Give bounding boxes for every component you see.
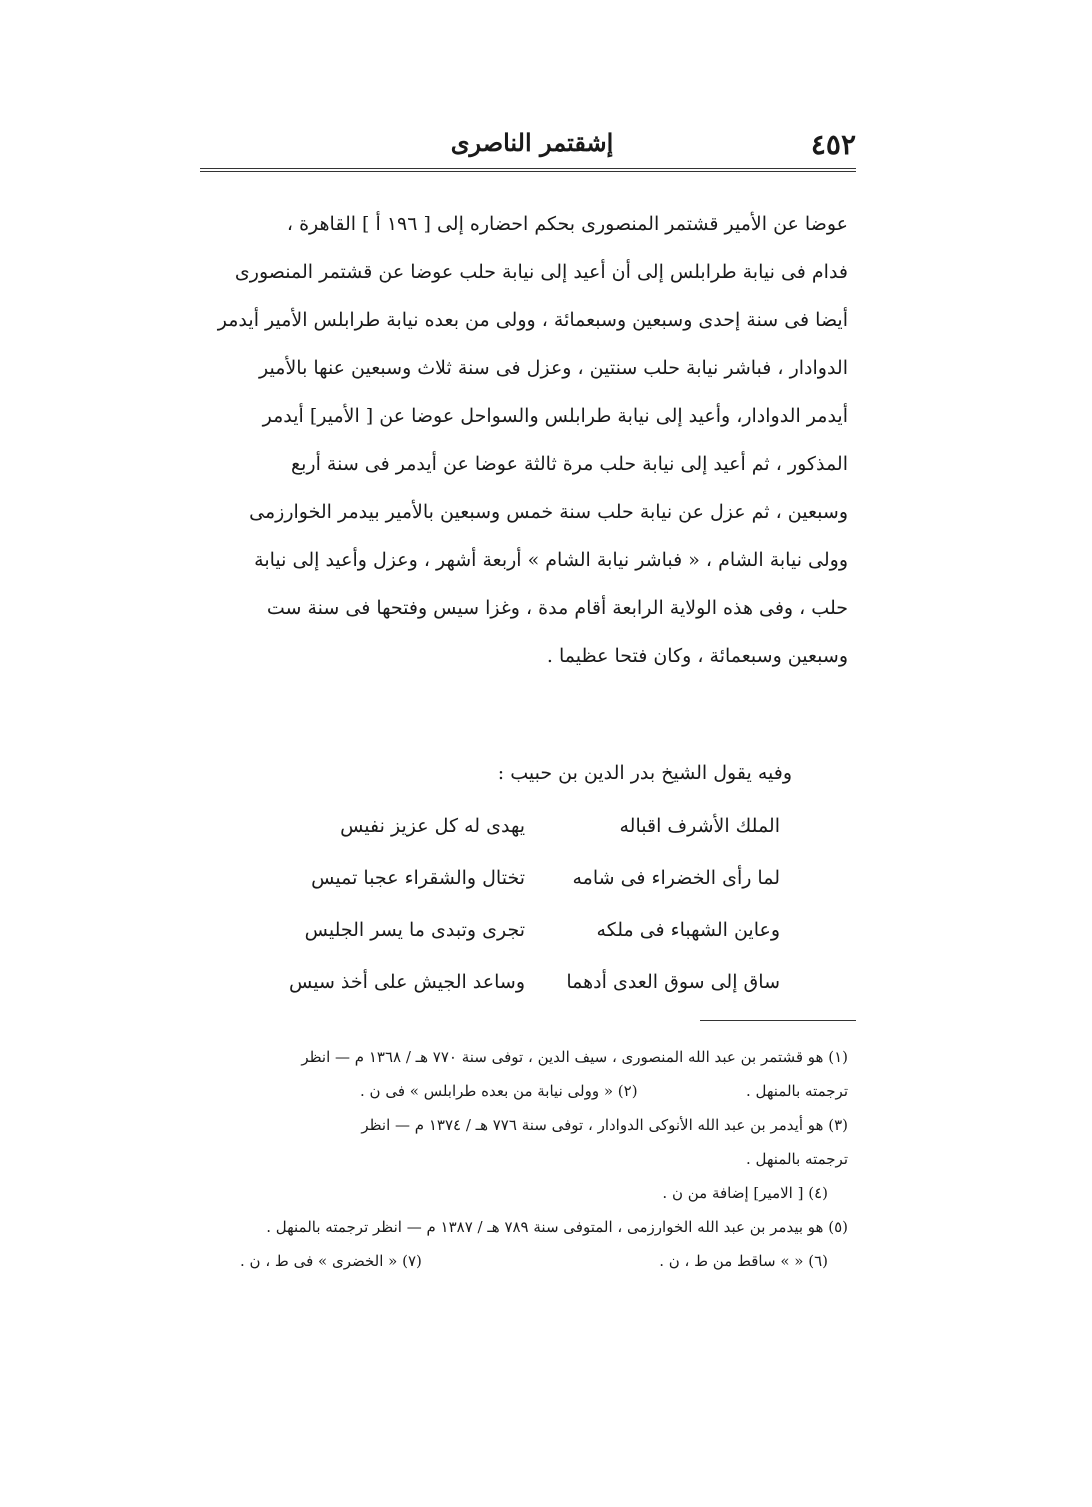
hemistich-first: لما رأى الخضراء فى شامه — [572, 867, 780, 889]
footnote-3-continuation: ترجمته بالمنهل . — [745, 1150, 848, 1168]
text-line: أيضا فى سنة إحدى وسبعين وسبعمائة ، وولى من بعده نيابة طرابلس الأمير أيدمر — [217, 309, 848, 331]
footnote-2: (٢) « وولى نيابة من بعده طرابلس » فى ن . — [360, 1082, 638, 1100]
page-number: ٤٥٢ — [810, 128, 856, 161]
text-line: المذكور ، ثم أعيد إلى نيابة حلب مرة ثالثة عوضا عن أيدمر فى سنة أربع — [291, 453, 848, 475]
footnote-1-continuation: ترجمته بالمنهل . — [745, 1082, 848, 1100]
footnote-divider — [700, 1020, 856, 1021]
footnote-7: (٧) « الخضرى » فى ط ، ن . — [240, 1252, 422, 1270]
poem-intro: وفيه يقول الشيخ بدر الدين بن حبيب : — [497, 762, 792, 784]
hemistich-first: الملك الأشرف اقباله — [619, 815, 780, 837]
text-line: الدوادار ، فباشر نيابة حلب سنتين ، وعزل فى سنة ثلاث وسبعين عنها بالأمير — [259, 357, 848, 379]
footnote-3: (٣) هو أيدمر بن عبد الله الأنوكى الدوادار ، توفى سنة ٧٧٦ هـ / ١٣٧٤ م — انظر — [361, 1116, 848, 1134]
poem-verse — [270, 956, 780, 1008]
main-text — [200, 200, 848, 680]
hemistich-second: وساعد الجيش على أخذ سيس — [289, 971, 525, 993]
text-line: حلب ، وفى هذه الولاية الرابعة أقام مدة ، وغزا سيس وفتحها فى سنة ست — [266, 597, 848, 619]
hemistich-first: ساق إلى سوق العدى أدهما — [566, 971, 780, 993]
running-title: إشقتمر الناصرى — [450, 128, 614, 157]
hemistich-second: تختال والشقراء عجبا تميس — [311, 867, 525, 889]
text-line: عوضا عن الأمير قشتمر المنصورى بحكم احضاره إلى [ ١٩٦ أ ] القاهرة ، — [286, 213, 848, 235]
hemistich-second: تجرى وتبدى ما يسر الجليس — [304, 919, 525, 941]
hemistich-second: يهدى له كل عزيز نفيس — [340, 815, 525, 837]
text-line: وسبعين وسبعمائة ، وكان فتحا عظيما . — [546, 645, 848, 667]
footnote-6: (٦) « » ساقط من ط ، ن . — [659, 1252, 828, 1270]
text-line: فدام فى نيابة طرابلس إلى أن أعيد إلى نيابة حلب عوضا عن قشتمر المنصورى — [234, 261, 848, 283]
footnote-4: (٤) [ الامير] إضافة من ن . — [662, 1184, 828, 1202]
poem — [270, 800, 780, 1008]
page-header — [200, 118, 864, 170]
header-divider — [200, 168, 856, 172]
hemistich-first: وعاين الشهباء فى ملكه — [596, 919, 780, 941]
footnotes — [200, 1040, 848, 1278]
footnote-5: (٥) هو بيدمر بن عبد الله الخوارزمى ، المتوفى سنة ٧٨٩ هـ / ١٣٨٧ م — انظر ترجمته بالمنهل . — [266, 1218, 848, 1236]
poem-verse — [270, 800, 780, 852]
footnote-1: (١) هو قشتمر بن عبد الله المنصورى ، سيف الدين ، توفى سنة ٧٧٠ هـ / ١٣٦٨ م — انظر — [301, 1048, 848, 1066]
footnote-row — [200, 1244, 848, 1278]
text-line: وسبعين ، ثم عزل عن نيابة حلب سنة خمس وسبعين بالأمير بيدمر الخوارزمى — [249, 501, 848, 523]
text-line: وولى نيابة الشام ، « فباشر نيابة الشام » أربعة أشهر ، وعزل وأعيد إلى نيابة — [254, 549, 848, 571]
footnote-row — [200, 1074, 848, 1108]
poem-verse — [270, 852, 780, 904]
poem-verse — [270, 904, 780, 956]
text-line: أيدمر الدوادار، وأعيد إلى نيابة طرابلس والسواحل عوضا عن [ الأمير] أيدمر — [262, 405, 848, 427]
